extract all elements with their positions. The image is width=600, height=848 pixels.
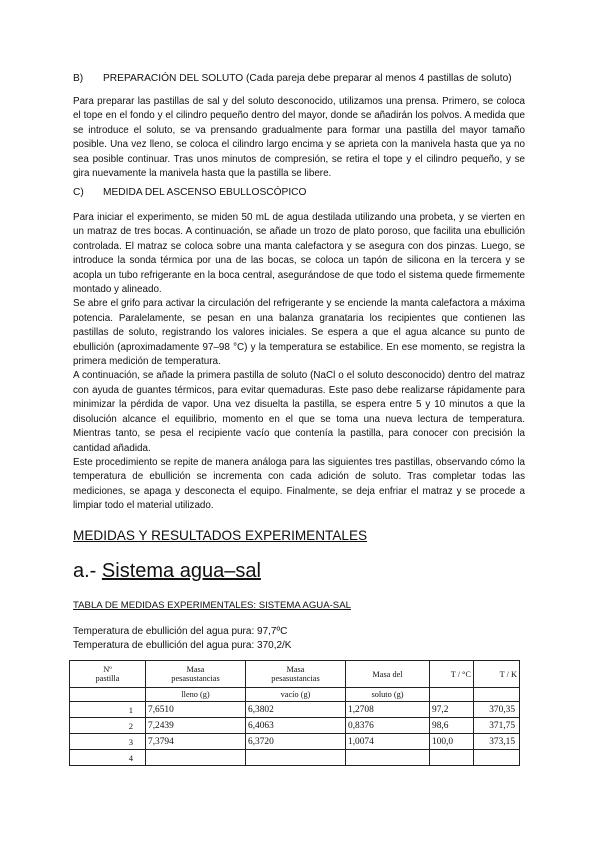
cell-lleno: 7,3794 [146,734,246,750]
header-masa-vacio [246,661,346,688]
table-header-row [70,661,520,688]
tabla-heading: TABLA DE MEDIDAS EXPERIMENTALES: SISTEMA AGUA-SAL [73,600,351,611]
section-c-paragraph-4: Este procedimiento se repite de manera análoga para las siguientes tres pastillas, observando cómo la temperatura de ebullición se incrementa con cada adición de soluto. Tras completar todas las mediciones, se apaga y desconecta el equipo. Finalmente, se deja enfriar el matraz y se procede a limpiar todo el material utilizado. [73,456,525,512]
cell-lleno [146,750,246,766]
subheader-empty [70,688,146,702]
subheader-empty-tc [430,688,474,702]
cell-n: 3 [70,734,146,750]
section-c-letter: C) [73,187,84,198]
cell-tk: 370,35 [474,702,520,718]
cell-vacio: 6,4063 [246,718,346,734]
header-n-line1: Nº [103,665,112,674]
temp-kelvin-line: Temperatura de ebullición del agua pura: 370,2/K [73,640,292,651]
cell-soluto [346,750,430,766]
cell-n: 1 [70,702,146,718]
cell-tk [474,750,520,766]
sistema-heading [73,560,261,583]
section-b-letter: B) [73,73,84,84]
section-c-heading [73,187,306,198]
subheader-vacio: vacío (g) [246,688,346,702]
section-b-paragraph [73,95,525,181]
header-masa-vacio-line2: pesasustancias [271,674,320,683]
cell-vacio: 6,3720 [246,734,346,750]
header-masa-lleno [146,661,246,688]
measurements-table [69,660,520,766]
cell-lleno: 7,6510 [146,702,246,718]
cell-tc [430,750,474,766]
table-row [70,718,520,734]
table-row [70,750,520,766]
header-n-line2: pastilla [95,674,120,683]
subheader-empty-tk [474,688,520,702]
cell-vacio [246,750,346,766]
subheader-lleno: lleno (g) [146,688,246,702]
cell-soluto: 1,0074 [346,734,430,750]
cell-n: 2 [70,718,146,734]
table-row [70,734,520,750]
table-subheader-row [70,688,520,702]
cell-n: 4 [70,750,146,766]
subheader-soluto: soluto (g) [346,688,430,702]
header-masa-lleno-line2: pesasustancias [171,674,220,683]
cell-tk: 371,75 [474,718,520,734]
header-n [70,661,146,688]
section-c-title: MEDIDA DEL ASCENSO EBULLOSCÓPICO [103,187,307,198]
section-b-text: Para preparar las pastillas de sal y del soluto desconocido, utilizamos una prensa. Primero, se coloca el tope en el fondo y el cilindro pequeño dentro del mayor, donde se añadirán los polvos. A medida que se introduce el soluto, se va prensando gradualmente para formar una pastilla del mayor tamaño posible. Una vez lleno, se coloca el cilindro largo encima y se aprieta con la manivela hasta que ya no sea posible continuar. Tras unos minutos de compresión, se retira el tope y el cilindro pequeño, y se gira nuevamente la manivela hasta que la pastilla se libere. [73,96,525,180]
sistema-name: Sistema agua–sal [101,560,261,582]
header-t-kelvin: T / K [474,661,520,688]
cell-tc: 98,6 [430,718,474,734]
cell-soluto: 1,2708 [346,702,430,718]
section-c-paragraph-3: A continuación, se añade la primera pastilla de soluto (NaCl o el soluto desconocido) dentro del matraz con ayuda de guantes térmicos, para evitar quemaduras. Este paso debe realizarse rápidamente para minimizar la pérdida de vapor. Una vez disuelta la pastilla, se espera entre 5 y 10 minutos a que la disolución alcance el equilibrio, momento en el que se toma una nueva lectura de temperatura. Mientras tanto, se pesa el recipiente vacío que contenía la pastilla, para conocer con precisión la cantidad añadida. [73,370,525,454]
header-masa-lleno-line1: Masa [186,665,205,674]
cell-lleno: 7,2439 [146,718,246,734]
section-c-body [73,211,525,514]
cell-soluto: 0,8376 [346,718,430,734]
table-row [70,702,520,718]
section-c-paragraph-2: Se abre el grifo para activar la circulación del refrigerante y se enciende la manta calefactora a máxima potencia. Paralelamente, se pesan en una balanza granataria los recipientes que contienen las pastillas de soluto, registrando los valores iniciales. Se espera a que el agua alcance su punto de ebullición (aproximadamente 97–98 °C) y la temperatura se estabilice. En ese momento, se registra la primera medición de temperatura. [73,298,525,368]
header-t-celsius: T / °C [430,661,474,688]
cell-vacio: 6,3802 [246,702,346,718]
cell-tc: 97,2 [430,702,474,718]
header-masa-soluto: Masa del [346,661,430,688]
medidas-heading: MEDIDAS Y RESULTADOS EXPERIMENTALES [73,528,368,543]
sistema-prefix: a.- [73,560,102,582]
header-masa-vacio-line1: Masa [286,665,305,674]
temp-celsius-line: Temperatura de ebullición del agua pura: 97,7ºC [73,626,288,637]
section-c-paragraph-1: Para iniciar el experimento, se miden 50 mL de agua destilada utilizando una probeta, y se vierten en un matraz de tres bocas. A continuación, se añade un trozo de plato poroso, que facilita una ebullición controlada. El matraz se coloca sobre una manta calefactora y se asegura con dos pinzas. Luego, se introduce la sonda térmica por una de las bocas, se coloca un tapón de silicona en la tercera y se acopla un tubo refrigerante en la boca central, asegurándose de que todo el sistema quede firmemente montado y alineado. [73,212,525,296]
cell-tc: 100,0 [430,734,474,750]
cell-tk: 373,15 [474,734,520,750]
section-b-title: PREPARACIÓN DEL SOLUTO (Cada pareja debe preparar al menos 4 pastillas de soluto) [103,73,512,84]
section-b-heading [73,73,512,84]
